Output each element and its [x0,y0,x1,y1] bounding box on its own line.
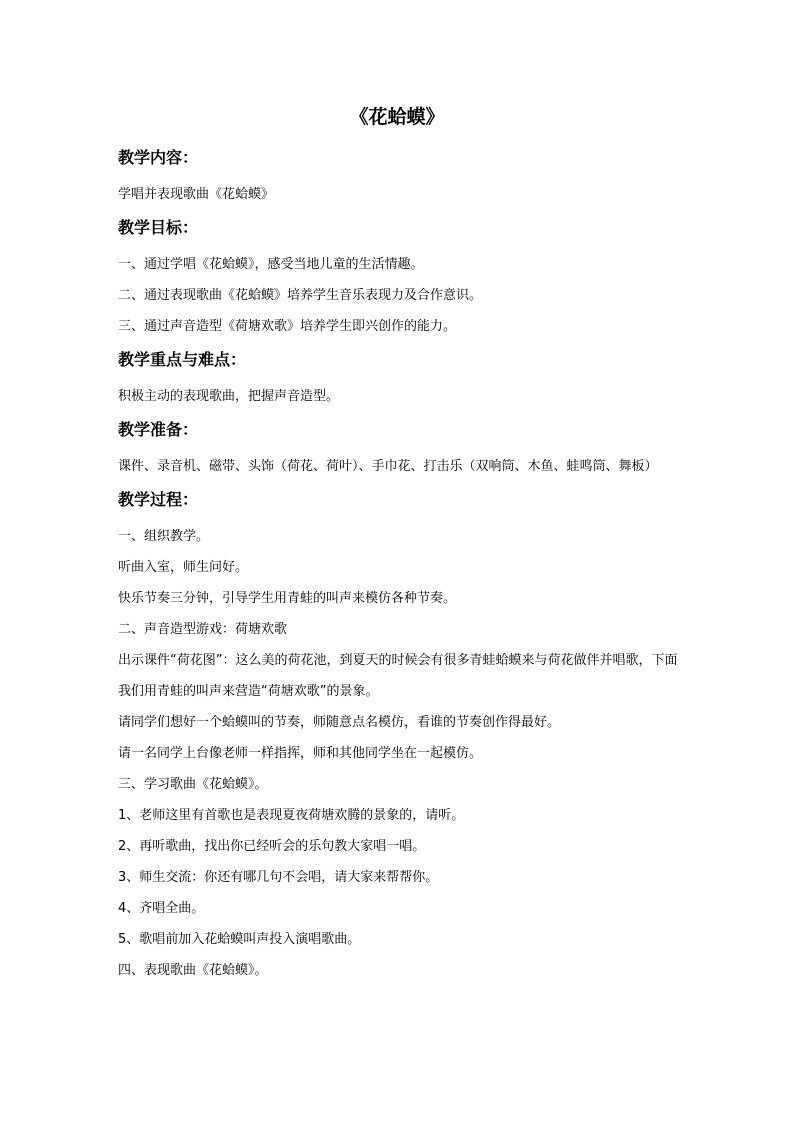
section-heading-goals: 教学目标： [118,218,199,237]
process-line: 三、学习歌曲《花蛤蟆》。 [118,777,268,792]
process-line: 一、组织教学。 [118,529,210,544]
process-line: 3、师生交流：你还有哪几句不会唱，请大家来帮帮你。 [118,870,439,885]
process-line: 二、声音造型游戏：荷塘欢歌 [118,622,288,637]
process-line: 2、再听歌曲，找出你已经听会的乐句教大家唱一唱。 [118,839,426,854]
prep-line: 课件、录音机、磁带、头饰（荷花、荷叶）、手巾花、打击乐（双响筒、木鱼、蛙鸣筒、舞板） [118,459,658,474]
content-line: 学唱并表现歌曲《花蛤蟆》 [118,187,275,202]
process-line: 快乐节奏三分钟，引导学生用青蛙的叫声来模仿各种节奏。 [118,591,457,606]
goal-line: 二、通过表现歌曲《花蛤蟆》培养学生音乐表现力及合作意识。 [118,288,483,303]
goal-line: 三、通过声音造型《荷塘欢歌》培养学生即兴创作的能力。 [118,319,457,334]
section-heading-prep: 教学准备： [118,420,199,439]
section-heading-content: 教学内容： [118,148,199,167]
document-title: 《花蛤蟆》 [349,106,445,128]
process-line: 出示课件“荷花图”：这么美的荷花池，到夏天的时候会有很多青蛙蛤蟆来与荷花做伴并唱歌，下面我们用青蛙的叫声来营造“荷塘欢歌”的景象。 [118,653,678,699]
process-line: 4、齐唱全曲。 [118,901,205,916]
document-body [118,146,678,986]
process-line: 四、表现歌曲《花蛤蟆》。 [118,963,268,978]
section-heading-process: 教学过程： [118,490,199,509]
process-line: 请同学们想好一个蛤蟆叫的节奏，师随意点名模仿，看谁的节奏创作得最好。 [118,715,561,730]
goal-line: 一、通过学唱《花蛤蟆》，感受当地儿童的生活情趣。 [118,257,424,272]
process-line: 请一名同学上台像老师一样指挥，师和其他同学坐在一起模仿。 [118,746,483,761]
section-heading-key-points: 教学重点与难点： [118,350,247,369]
process-line: 1、老师这里有首歌也是表现夏夜荷塘欢腾的景象的，请听。 [118,808,465,823]
process-line: 5、歌唱前加入花蛤蟆叫声投入演唱歌曲。 [118,932,361,947]
key-point-line: 积极主动的表现歌曲，把握声音造型。 [118,389,340,404]
process-line: 听曲入室，师生问好。 [118,560,249,575]
